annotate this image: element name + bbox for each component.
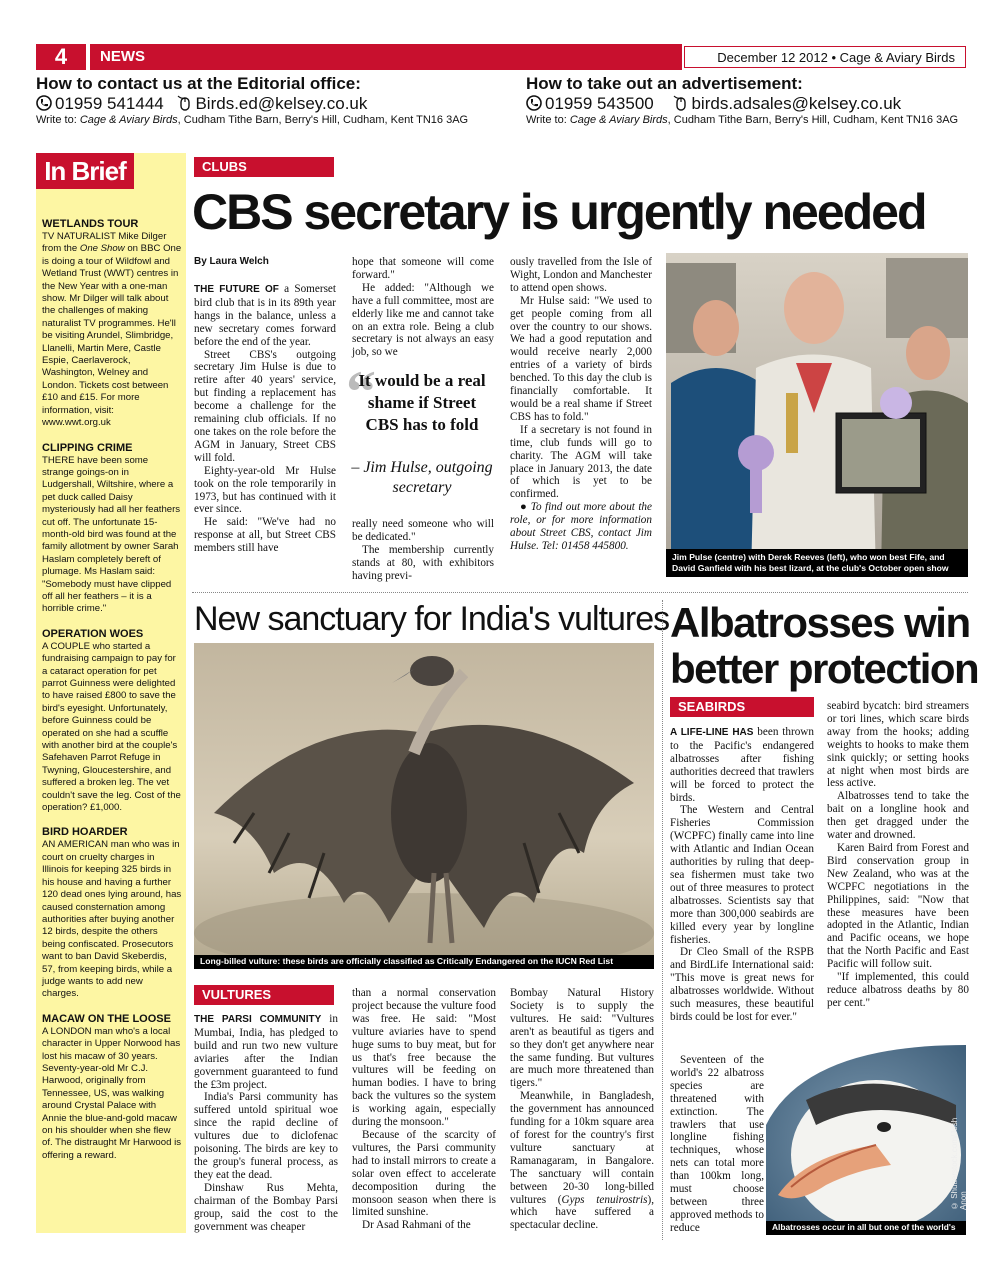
vultures-column-3: Bombay Natural History Society is to supply the vultures. He said: "Vultures aren't as beautiful as tigers and so they don't get anywhere near the same funding. But vultures are much more threatened than tigers." Meanwhile, in Bangladesh, the government has announced funding for a 10km square area of forest for the country's first vulture sanctuary at Ramanagaram, in Bangalore. The sanctuary will contain between 20-30 long-billed vultures (Gyps tenuirostris), which have suffered a spectacular decline.: [510, 987, 654, 1232]
write-address: , Cudham Tithe Barn, Berry's Hill, Cudham, Kent TN16 3AG: [177, 114, 469, 126]
albatross-column-1: A LIFE-LINE HAS been thrown to the Pacific's endangered albatrosses after fishing authorities decreed that trawlers will be forced to protect the birds. The Western and Central Fisheries Commission (WCPFC) finally came into line with Atlantic and Indian Ocean authorities by ruling that deep-sea fishermen must take two out of three measures to protect albatrosses. Scientists say that more than 300,000 seabirds are killed every year by longline fisheries. Dr Cleo Small of the RSPB and BirdLife International said: "This move is great news for albatrosses worldwide. Without such measures, these beautiful birds could be lost for ever.": [670, 726, 814, 1023]
seabirds-tag: SEABIRDS: [670, 697, 814, 717]
contact-note: To find out more about the role, or for more information about Street CBS, contact Jim Hulse. Tel: 01458 445800.: [510, 501, 652, 552]
editorial-phone: 01959 541444: [55, 94, 164, 113]
vultures-column-1: THE PARSI COMMUNITY in Mumbai, India, has pledged to build and run two new vulture aviaries after the Indian government guaranteed to fund the £3m project. India's Parsi community has suffered untold spiritual woe since the rapid decline of vultures due to diclofenac poisoning. The birds are key to the group's funeral process, as they eat the dead. Dinshaw Rus Mehta, chairman of the Bombay Parsi group, said the cost to the government was cheaper: [194, 1013, 338, 1233]
vultures-headline: New sanctuary for India's vultures: [194, 600, 670, 638]
advert-email: birds.adsales@kelsey.co.uk: [691, 94, 902, 113]
brief-heading: MACAW ON THE LOOSE: [42, 1012, 171, 1025]
brief-heading: BIRD HOARDER: [42, 826, 128, 839]
albatross-photo: [766, 1045, 966, 1235]
cbs-column-1: By Laura Welch THE FUTURE OF a Somerset bird club that is in its 89th year hangs in the balance, unless a new secretary comes forward before the end of the year. Street CBS's outgoing secretary Jim Hulse is due to retire after 40 years' service, but finding a replacement has become a challenge for the remaining club officials. If no one takes on the role before the AGM in January, Street CBS will fold. Eighty-year-old Mr Hulse took on the role temporarily in 1973, but has continued with it ever since. He said: "We've had no response at all, but Street CBS members still have: [194, 256, 337, 555]
editorial-contact: [36, 74, 506, 126]
cbs-column-2-top: hope that someone will come forward." He added: "Although we have a full committee, most are elderly like me and cannot take on an extra role. Being a club secretary is not always an easy job, so we: [352, 256, 494, 359]
write-address: , Cudham Tithe Barn, Berry's Hill, Cudham, Kent TN16 3AG: [667, 114, 959, 126]
editorial-heading: How to contact us at the Editorial office:: [36, 74, 361, 93]
brief-item: [42, 628, 182, 815]
cbs-column-3: ously travelled from the Isle of Wight, London and Manchester to attend open shows. Mr Hulse said: "We used to get people coming from all over the country to our shows. We had a good reputation and would receive nearly 2,000 entries of a variety of birds benched. To this day the club is financially comfortable. It would be a real shame if Street CBS has to fold." If a secretary is not found in time, club funds will go to charity. The AGM will take place in January 2013, the date of which is yet to be confirmed. ● To find out more about the role, or for more information about Street CBS, contact Jim Hulse. Tel: 01458 445800.: [510, 256, 652, 552]
brief-text: A COUPLE who started a fundraising campaign to pay for a cataract operation for pet parrot Guinness were delighted to have raised £800 to save the bird's eyesight. Unfortunately, before Guinness could be operated on she had a scuffle with another bird at the couple's Safehaven Parrot Refuge in Twyning, Gloucestershire, and suffered a broken leg. The vet couldn't save the leg. Cost of the operation? £1,000.: [42, 640, 181, 814]
headline-line-2: better protection: [670, 645, 979, 692]
albatross-headline: [670, 599, 979, 692]
quote-mark: “: [346, 359, 376, 425]
brief-item: [42, 218, 182, 430]
brief-heading: OPERATION WOES: [42, 627, 144, 640]
vulture-photo-caption: Long-billed vulture: these birds are officially classified as Critically Endangered on the IUCN Red List: [194, 955, 654, 969]
in-brief-title: In Brief: [36, 153, 134, 189]
brief-item: [42, 1013, 182, 1162]
photo-albatross: [766, 1045, 966, 1235]
mouse-icon: [672, 95, 688, 111]
brief-heading: CLIPPING CRIME: [42, 441, 133, 454]
brief-item: [42, 826, 182, 1000]
in-brief-items: [42, 218, 182, 1174]
albatross-column-2: seabird bycatch: bird streamers or tori lines, which scare birds away from the hooks; adding weights to hooks to make them sink quickly; or setting hooks at night when most birds are less active. Albatrosses tend to take the bait on a longline hook and then get dragged under the water and drowned. Karen Baird from Forest and Bird conservation group in New Zealand, who was at the WCPFC negotiations in the Philippines, said: "Now that these measures have been adopted in the Atlantic, Indian and Pacific oceans, we hope that the North Pacific and East Pacific will follow suit. "If implemented, this could reduce albatross deaths by 80 per cent.": [827, 700, 969, 1009]
dateline: December 12 2012 • Cage & Aviary Birds: [684, 46, 966, 68]
write-prefix: Write to:: [36, 114, 80, 126]
column-divider: [662, 600, 663, 1240]
vultures-tag: VULTURES: [194, 985, 334, 1005]
write-publication: Cage & Aviary Birds: [569, 114, 668, 126]
phone-icon: [36, 95, 52, 111]
section-divider: [192, 592, 968, 593]
albatross-column-1-wrap: Seventeen of the world's 22 albatross species are threatened with extinction. The trawlers that use longline fishing techniques, whose nets can total more than 100km long, must choose between three approved methods to reduce: [670, 1054, 764, 1234]
cbs-photo-caption: Jim Pulse (centre) with Derek Reeves (left), who won best Fife, and David Ganfield with his best lizard, at the club's October open show: [666, 549, 968, 577]
brief-text: AN AMERICAN man who was in court on cruelty charges in Illinois for keeping 325 birds in his house and having a further 120 dead ones lying around, has caused consternation among authorities after buying another 12 birds, despite the others being confiscated. Prosecutors want to ban David Skeberdis, 57, from keeping birds, while a judge wants to add new charges.: [42, 839, 182, 1000]
photo-long-billed-vulture: [194, 643, 654, 968]
vulture-photo: [194, 643, 654, 968]
photo-club-members: [666, 253, 968, 577]
photo-credit: © Shutterstock.com/Josh Anon: [950, 1117, 968, 1210]
mouse-icon: [176, 95, 192, 111]
brief-text: A LONDON man who's a local character in Upper Norwood has lost his macaw of 30 years. Seventy-year-old Mr C.J. Harwood, originally from Tennessee, US, was walking around Crystal Palace with Annie the blue-and-gold macaw on his shoulder when she flew of. The distraught Mr Harwood is offering a reward.: [42, 1025, 181, 1161]
clubs-tag: CLUBS: [194, 157, 334, 177]
headline-line-1: Albatrosses win: [670, 599, 970, 646]
section-label: NEWS: [90, 44, 682, 70]
phone-icon: [526, 95, 542, 111]
advert-heading: How to take out an advertisement:: [526, 74, 803, 93]
pull-quote: It would be a real shame if Street CBS has to fold: [358, 371, 486, 434]
brief-heading: WETLANDS TOUR: [42, 218, 139, 230]
brief-item: [42, 442, 182, 616]
albatross-photo-caption: Albatrosses occur in all but one of the world's oceans: [766, 1221, 966, 1235]
cbs-headline: CBS secretary is urgently needed: [192, 184, 926, 240]
cbs-column-2-bottom: really need someone who will be dedicated." The membership currently stands at 80, with exhibitors having previ-: [352, 518, 494, 582]
pull-quote-attribution: – Jim Hulse, outgoing secretary: [351, 459, 493, 496]
page-number: 4: [36, 44, 86, 70]
vultures-column-2: than a normal conservation project because the vulture food was free. He said: "Most vulture aviaries have to spend huge sums to buy meat, but for us that's free because the vultures will be feeding on human bodies. I have to bring back the vultures so the system is working again, especially during the monsoon." Because of the scarcity of vultures, the Parsi community had to install mirrors to create a solar oven effect to accelerate decomposition during the monsoon season when there is limited sunshine. Dr Asad Rahmani of the: [352, 987, 496, 1232]
cbs-photo: [666, 253, 968, 577]
brief-text: TV NATURALIST Mike Dilger from the One Show on BBC One is doing a tour of Wildfowl and Wetland Trust (WWT) centres in the New Year with a one-man show. Mr Dilger will talk about the challenges of making naturalist TV programmes. He'll be visiting Arundel, Slimbridge, Llanelli, Martin Mere, Castle Espie, Caerlaverock, Washington, Welney and London. Tickets cost between £10 and £15. For more information, visit: www.wwt.org.uk: [42, 231, 182, 429]
brief-text: THERE have been some strange goings-on in Ludgershall, Wiltshire, where a pet duck called Daisy mysteriously had all her feathers cut off. The unfortunate 15-month-old bird was found at the family allotment by owner Sarah Haslam completely bereft of plumage. Ms Haslam said: "Somebody must have clipped off all her feathers – it is a horrible crime.": [42, 454, 181, 615]
bullet: ●: [520, 501, 531, 514]
advert-contact: [526, 74, 966, 126]
byline: By Laura Welch: [194, 256, 269, 267]
write-publication: Cage & Aviary Birds: [79, 114, 178, 126]
editorial-email: Birds.ed@kelsey.co.uk: [195, 94, 368, 113]
write-prefix: Write to:: [526, 114, 570, 126]
advert-phone: 01959 543500: [545, 94, 654, 113]
